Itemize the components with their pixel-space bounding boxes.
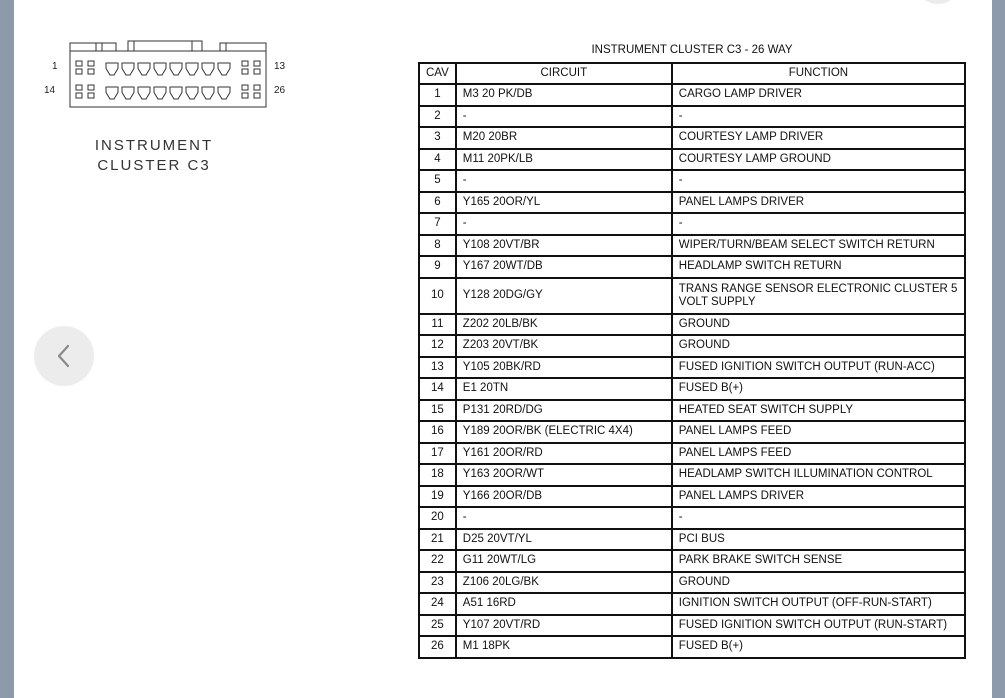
cell-function: PCI BUS: [672, 529, 965, 551]
cell-cav: 6: [419, 192, 456, 214]
table-row: [419, 278, 965, 314]
cell-function: PANEL LAMPS FEED: [672, 443, 965, 465]
cell-cav: 7: [419, 213, 456, 235]
cavity: [122, 63, 134, 75]
cell-cav: 15: [419, 400, 456, 422]
cell-circuit: Y165 20OR/YL: [456, 192, 672, 214]
cell-cav: 9: [419, 256, 456, 278]
cell-function: TRANS RANGE SENSOR ELECTRONIC CLUSTER 5 VOLT SUPPLY: [672, 278, 965, 314]
table-row: [419, 170, 965, 192]
cell-circuit: Y128 20DG/GY: [456, 278, 672, 314]
cell-circuit: Y107 20VT/RD: [456, 615, 672, 637]
cell-cav: 19: [419, 486, 456, 508]
cell-function: FUSED B(+): [672, 378, 965, 400]
chevron-left-icon: [56, 343, 72, 369]
table-row: [419, 421, 965, 443]
cell-cav: 14: [419, 378, 456, 400]
caption-line-2: CLUSTER C3: [97, 157, 211, 174]
cavity-small: [242, 93, 248, 98]
pin-label-1: 1: [52, 61, 58, 72]
cavity-small: [254, 69, 260, 74]
cavity-small: [242, 85, 248, 90]
cell-function: PANEL LAMPS DRIVER: [672, 486, 965, 508]
cell-circuit: M20 20BR: [456, 127, 672, 149]
table-row: [419, 335, 965, 357]
cell-function: HEADLAMP SWITCH RETURN: [672, 256, 965, 278]
table-row: [419, 127, 965, 149]
cell-function: PANEL LAMPS FEED: [672, 421, 965, 443]
cavity: [202, 63, 214, 75]
previous-page-button[interactable]: [34, 326, 94, 386]
cell-function: FUSED B(+): [672, 636, 965, 658]
cell-circuit: -: [456, 507, 672, 529]
connector-caption: [84, 136, 224, 176]
cavity-small: [88, 61, 94, 66]
document-viewer: [14, 0, 992, 698]
pin-label-13: 13: [274, 61, 286, 72]
cavity-small: [254, 85, 260, 90]
connector-latch-center: [128, 41, 202, 51]
cell-cav: 21: [419, 529, 456, 551]
cell-circuit: Y167 20WT/DB: [456, 256, 672, 278]
cavity-small: [254, 93, 260, 98]
cell-function: FUSED IGNITION SWITCH OUTPUT (RUN-START): [672, 615, 965, 637]
cell-cav: 22: [419, 550, 456, 572]
cell-cav: 26: [419, 636, 456, 658]
cell-circuit: Y161 20OR/RD: [456, 443, 672, 465]
cell-function: IGNITION SWITCH OUTPUT (OFF-RUN-START): [672, 593, 965, 615]
cell-cav: 11: [419, 314, 456, 336]
cell-cav: 16: [419, 421, 456, 443]
cell-cav: 24: [419, 593, 456, 615]
cell-cav: 13: [419, 357, 456, 379]
cavity: [218, 63, 230, 75]
cell-circuit: Z106 20LG/BK: [456, 572, 672, 594]
cavity: [202, 87, 214, 99]
cell-cav: 1: [419, 84, 456, 106]
cell-function: COURTESY LAMP GROUND: [672, 149, 965, 171]
cell-circuit: -: [456, 106, 672, 128]
table-row: [419, 357, 965, 379]
table-row: [419, 529, 965, 551]
cell-circuit: M3 20 PK/DB: [456, 84, 672, 106]
pin-label-26: 26: [274, 85, 286, 96]
cell-function: COURTESY LAMP DRIVER: [672, 127, 965, 149]
table-title: INSTRUMENT CLUSTER C3 - 26 WAY: [591, 44, 793, 56]
cavity: [154, 63, 166, 75]
connector-body: [70, 51, 266, 107]
toolbar-button[interactable]: [922, 0, 954, 4]
table-row: [419, 235, 965, 257]
cell-circuit: Y189 20OR/BK (ELECTRIC 4X4): [456, 421, 672, 443]
cell-function: PANEL LAMPS DRIVER: [672, 192, 965, 214]
table-row: [419, 256, 965, 278]
cell-cav: 20: [419, 507, 456, 529]
table-row: [419, 443, 965, 465]
cell-circuit: -: [456, 170, 672, 192]
cell-cav: 3: [419, 127, 456, 149]
table-row: [419, 636, 965, 658]
cell-circuit: D25 20VT/YL: [456, 529, 672, 551]
table-row: [419, 84, 965, 106]
cavity-small: [242, 61, 248, 66]
caption-line-1: INSTRUMENT: [94, 137, 214, 154]
cell-function: -: [672, 170, 965, 192]
cavity: [138, 63, 150, 75]
cavity-small: [88, 69, 94, 74]
table-row: [419, 400, 965, 422]
cell-circuit: P131 20RD/DG: [456, 400, 672, 422]
cavity: [186, 87, 198, 99]
cell-function: GROUND: [672, 314, 965, 336]
cavity: [106, 87, 118, 99]
cavity-small: [76, 69, 82, 74]
connector-drawing: [36, 39, 296, 113]
cavity: [154, 87, 166, 99]
cavity: [138, 87, 150, 99]
cavity-small: [88, 93, 94, 98]
cell-function: FUSED IGNITION SWITCH OUTPUT (RUN-ACC): [672, 357, 965, 379]
cell-function: -: [672, 106, 965, 128]
cavity-small: [254, 61, 260, 66]
table-row: [419, 213, 965, 235]
cell-cav: 25: [419, 615, 456, 637]
cell-function: GROUND: [672, 335, 965, 357]
cell-function: WIPER/TURN/BEAM SELECT SWITCH RETURN: [672, 235, 965, 257]
cavity: [186, 63, 198, 75]
cell-cav: 18: [419, 464, 456, 486]
cell-circuit: Y163 20OR/WT: [456, 464, 672, 486]
cavity: [122, 87, 134, 99]
header-function: FUNCTION: [672, 63, 965, 84]
cell-function: CARGO LAMP DRIVER: [672, 84, 965, 106]
table-row: [419, 192, 965, 214]
table-row: [419, 615, 965, 637]
table-header-row: [419, 63, 965, 84]
cell-circuit: Y105 20BK/RD: [456, 357, 672, 379]
cavity-small: [242, 69, 248, 74]
table-row: [419, 378, 965, 400]
cell-function: -: [672, 213, 965, 235]
cavity-small: [88, 85, 94, 90]
cell-circuit: G11 20WT/LG: [456, 550, 672, 572]
cell-circuit: Z202 20LB/BK: [456, 314, 672, 336]
cell-circuit: E1 20TN: [456, 378, 672, 400]
cell-cav: 4: [419, 149, 456, 171]
header-circuit: CIRCUIT: [456, 63, 672, 84]
connector-latch-right: [220, 43, 266, 51]
table-row: [419, 149, 965, 171]
table-row: [419, 106, 965, 128]
cavity: [106, 63, 118, 75]
table-row: [419, 464, 965, 486]
cell-cav: 2: [419, 106, 456, 128]
cell-function: HEATED SEAT SWITCH SUPPLY: [672, 400, 965, 422]
cell-circuit: Z203 20VT/BK: [456, 335, 672, 357]
cavity: [218, 87, 230, 99]
cell-circuit: M11 20PK/LB: [456, 149, 672, 171]
connector-latch-left: [70, 43, 116, 51]
connector-diagram: [36, 39, 296, 113]
pin-label-14: 14: [44, 85, 56, 96]
table-row: [419, 507, 965, 529]
cell-cav: 8: [419, 235, 456, 257]
cavity-small: [76, 93, 82, 98]
table-row: [419, 314, 965, 336]
cell-cav: 12: [419, 335, 456, 357]
cavity: [170, 63, 182, 75]
cavity-small: [76, 61, 82, 66]
cell-cav: 5: [419, 170, 456, 192]
cell-function: PARK BRAKE SWITCH SENSE: [672, 550, 965, 572]
cell-circuit: Y108 20VT/BR: [456, 235, 672, 257]
header-cav: CAV: [419, 63, 456, 84]
cavity: [170, 87, 182, 99]
table-row: [419, 593, 965, 615]
cell-cav: 23: [419, 572, 456, 594]
cell-function: GROUND: [672, 572, 965, 594]
cell-circuit: A51 16RD: [456, 593, 672, 615]
table-row: [419, 550, 965, 572]
table-row: [419, 572, 965, 594]
cell-circuit: M1 18PK: [456, 636, 672, 658]
cell-cav: 10: [419, 278, 456, 314]
cavity-small: [76, 85, 82, 90]
pin-table: [418, 62, 966, 659]
cell-cav: 17: [419, 443, 456, 465]
cell-function: HEADLAMP SWITCH ILLUMINATION CONTROL: [672, 464, 965, 486]
table-row: [419, 486, 965, 508]
cell-function: -: [672, 507, 965, 529]
cell-circuit: Y166 20OR/DB: [456, 486, 672, 508]
cell-circuit: -: [456, 213, 672, 235]
